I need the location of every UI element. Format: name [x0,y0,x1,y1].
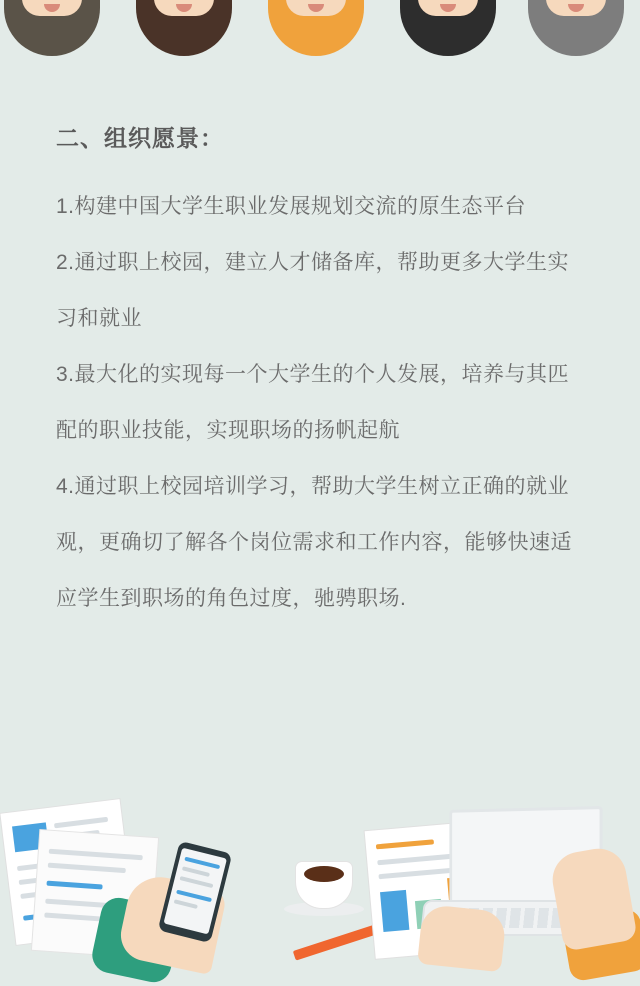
avatar-2 [128,0,240,62]
paper-line-accent [376,839,434,849]
paper-line [49,849,143,861]
paper-line [44,913,104,922]
vision-item-2: 2.通过职上校园，建立人才储备库，帮助更多大学生实习和就业 [56,251,570,330]
hand-on-desk [417,904,507,972]
vision-item-4: 4.通过职上校园培训学习，帮助大学生树立正确的就业观，更确切了解各个岗位需求和工作内容，能够快速适应学生到职场的角色过度，驰骋职场. [56,475,572,610]
paper-line-accent [46,881,102,890]
article-content [0,120,640,627]
avatar-5 [520,0,632,62]
phone-ui-line [182,866,210,877]
coffee-liquid [304,866,344,882]
phone-ui-line [174,899,198,909]
avatar-1 [0,0,108,62]
vision-item-1: 1.构建中国大学生职业发展规划交流的原生态平台 [56,195,527,218]
vision-item-3: 3.最大化的实现每一个大学生的个人发展，培养与其匹配的职业技能，实现职场的扬帆起航 [56,363,570,442]
footer-illustration [0,770,640,960]
avatar-4 [392,0,504,62]
paper-line [54,817,108,829]
hand-pointing [548,844,638,951]
paper-chart-bar [380,890,409,932]
avatar-3 [260,0,372,62]
header-illustration [0,0,640,62]
section-heading: 二、组织愿景： [56,125,224,151]
smartphone [158,841,233,943]
paper-line [48,863,126,873]
phone-ui-line [179,876,213,888]
